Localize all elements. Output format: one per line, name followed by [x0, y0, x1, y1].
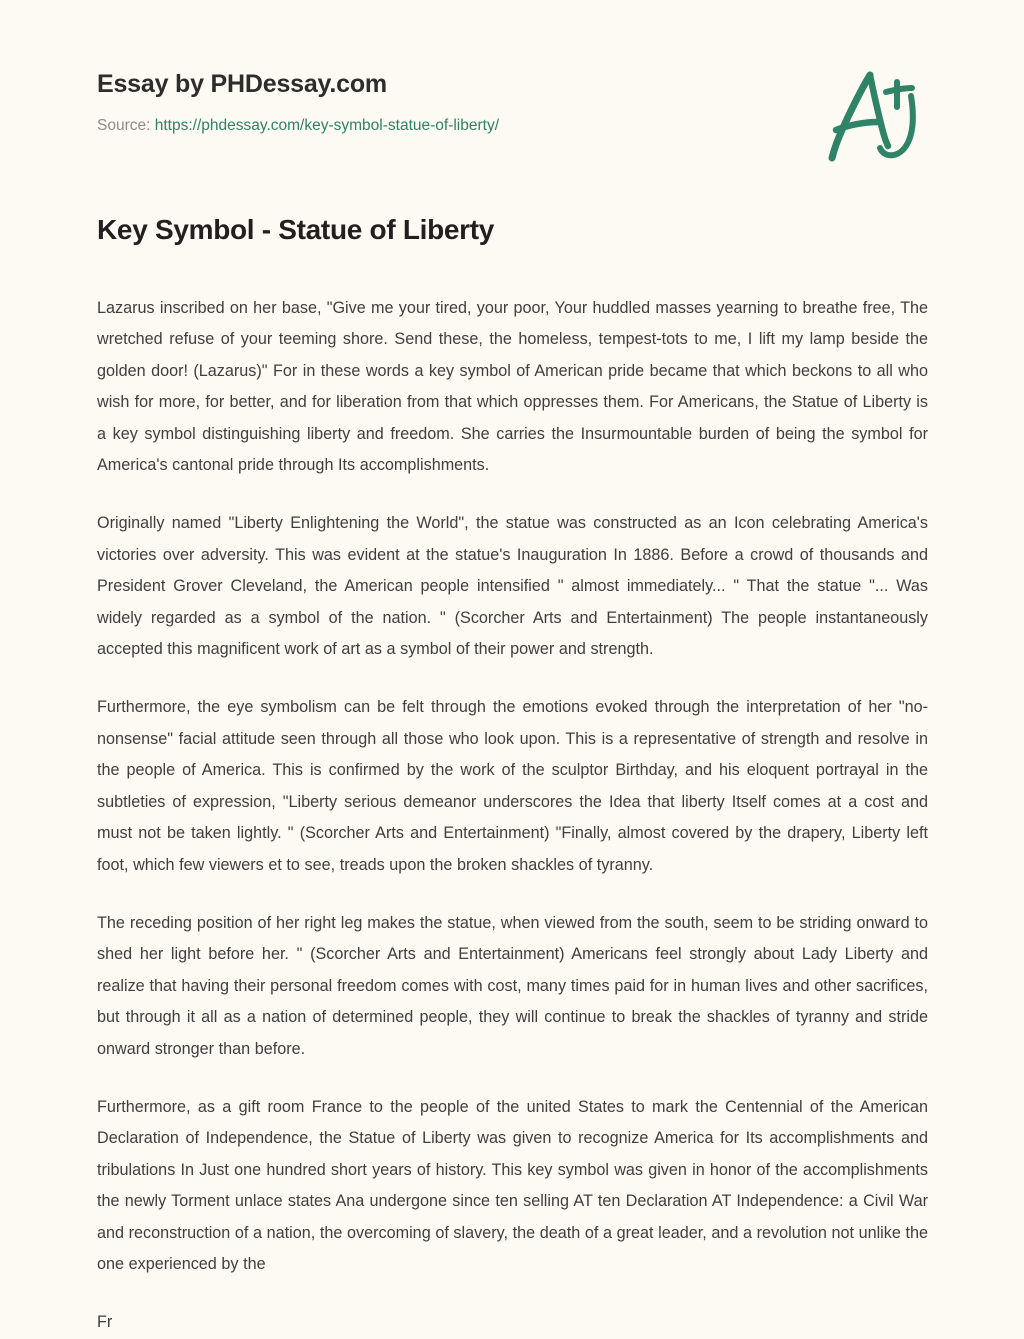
paragraph: Furthermore, the eye symbolism can be felt through the emotions evoked through the interpretation of her "no-nonsense" facial attitude seen through all those who look upon. This is a representative of strength and resolve in the people of America. This is confirmed by the work of the sculptor Birthday, and his eloquent portrayal in the subtleties of expression, "Liberty serious demeanor underscores the Idea that liberty Itself comes at a cost and must not be taken lightly. " (Scorcher Arts and Entertainment) "Finally, almost covered by the drapery, Liberty left foot, which few viewers et to see, treads upon the broken shackles of tyranny. — [97, 698, 928, 874]
source-label: Source: — [97, 117, 155, 134]
brand-title: Essay by PHDessay.com — [97, 70, 387, 98]
page-header — [0, 0, 1024, 200]
source-line — [97, 116, 717, 136]
paragraph: Originally named "Liberty Enlightening the World", the statue was constructed as an Icon celebrating America's victories over adversity. This was evident at the statue's Inauguration In 1886. Before a crowd of thousands and President Grover Cleveland, the American people intensified " almost immediately... " That the statue "... Was widely regarded as a symbol of the nation. " (Scorcher Arts and Entertainment) The people instantaneously accepted this magnificent work of art as a symbol of their power and strength. — [97, 514, 928, 659]
paragraph: The receding position of her right leg makes the statue, when viewed from the south, seem to be striding onward to shed her light before her. " (Scorcher Arts and Entertainment) Americans feel strongly about Lady Liberty and realize that having their personal freedom comes with cost, many times paid for in human lives and other sacrifices, but through it all as a nation of determined people, they will continue to break the shackles of tyranny and stride onward stronger than before. — [97, 913, 928, 1058]
aplus-logo-icon — [818, 66, 928, 166]
brand-block — [97, 69, 717, 136]
paragraph: Lazarus inscribed on her base, "Give me your tired, your poor, Your huddled masses yearning to breathe free, The wretched refuse of your teeming shore. Send these, the homeless, tempest-tots to me, I lift my lamp beside the golden door! (Lazarus)" For in these words a key symbol of American pride became that which beckons to all who wish for more, for better, and for liberation from that which oppresses them. For Americans, the Statue of Liberty is a key symbol distinguishing liberty and freedom. She carries the Insurmountable burden of being the symbol for America's cantonal pride through Its accomplishments. — [97, 299, 928, 475]
article-body — [97, 293, 928, 1339]
article — [97, 212, 928, 1339]
source-url-link[interactable]: https://phdessay.com/key-symbol-statue-of-liberty/ — [154, 117, 500, 134]
page-title: Key Symbol - Statue of Liberty — [97, 214, 495, 245]
aplus-logo-svg — [818, 66, 928, 166]
paragraph-truncated: Fr — [97, 1313, 113, 1332]
paragraph: Furthermore, as a gift room France to the people of the united States to mark the Centennial of the American Declaration of Independence, the Statue of Liberty was given to recognize America for Its accomplishments and tribulations In Just one hundred short years of history. This key symbol was given in honor of the accomplishments the newly Torment unlace states Ana undergone since ten selling AT ten Declaration AT Independence: a Civil War and reconstruction of a nation, the overcoming of slavery, the death of a great leader, and a revolution not unlike the one experienced by the — [97, 1097, 928, 1273]
